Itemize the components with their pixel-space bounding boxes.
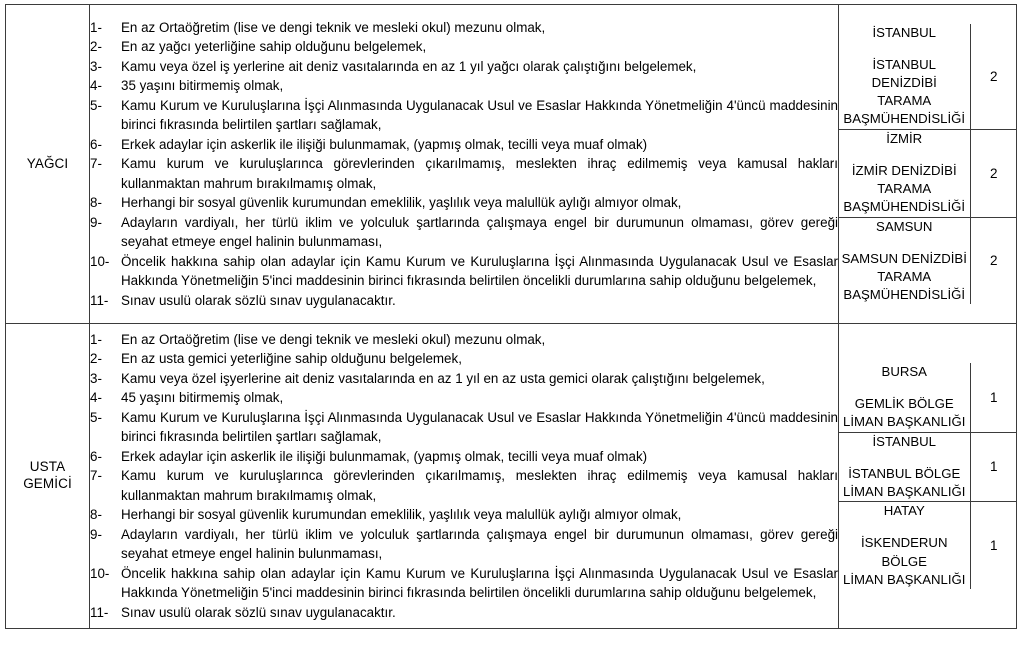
list-item-number: 1- <box>90 331 102 347</box>
placement-city: BURSA <box>881 363 927 379</box>
list-item <box>90 18 838 38</box>
org-line: SAMSUN DENİZDİBİ <box>841 250 967 266</box>
list-item-text: Herhangi bir sosyal güvenlik kurumundan emeklilik, yaşlılık veya malullük aylığı almıyor olmak, <box>121 507 682 523</box>
placement-count: 1 <box>970 502 1017 589</box>
list-item-number: 6- <box>90 136 102 152</box>
org-line: TARAMA <box>877 268 932 284</box>
org-line: İSKENDERUN BÖLGE <box>861 535 948 569</box>
requirements-table <box>5 4 1017 629</box>
list-item-text: Öncelik hakkına sahip olan adaylar için Kamu Kurum ve Kuruluşlarına İşçi Alınmasında Uygulanacak Usul ve Esaslar Hakkında Yönetmeliğin 5'inci maddesinin birinci fıkrasında belirtilen öncelikli durumlarına sahip olduğunu belgelemek, <box>121 253 838 289</box>
placement-organization <box>839 465 970 501</box>
placement-location <box>839 502 970 589</box>
org-line: İZMİR DENİZDİBİ <box>851 162 957 178</box>
list-item-text: Kamu veya özel işyerlerine ait deniz vasıtalarında en az 1 yıl en az usta gemici olarak çalıştığını belgelemek, <box>121 370 765 386</box>
list-item <box>90 154 838 193</box>
list-item-number: 2- <box>90 39 102 55</box>
list-item-number: 3- <box>90 370 102 386</box>
placement-location <box>839 24 970 130</box>
placement-organization <box>839 534 970 589</box>
placement-city: SAMSUN <box>876 218 933 234</box>
placement-row <box>839 363 1017 432</box>
list-item <box>90 388 838 408</box>
list-item-number: 3- <box>90 58 102 74</box>
table-row <box>6 324 1017 629</box>
list-item-number: 9- <box>90 214 102 230</box>
list-item-text: Erkek adaylar için askerlik ile ilişiği bulunmamak, (yapmış olmak, tecilli veya muaf olmak) <box>121 448 648 464</box>
placement-count: 2 <box>970 217 1017 304</box>
placements-table <box>839 24 1017 305</box>
placement-city: HATAY <box>883 503 925 519</box>
org-line: GEMLİK BÖLGE <box>854 396 954 412</box>
list-item-text: 45 yaşını bitirmemiş olmak, <box>121 390 284 406</box>
list-item-number: 1- <box>90 19 102 35</box>
placement-city: İSTANBUL <box>872 24 936 40</box>
org-line: LİMAN BAŞKANLIĞI <box>843 484 966 499</box>
list-item-text: En az yağcı yeterliğine sahip olduğunu belgelemek, <box>121 39 427 55</box>
list-item-text: Sınav usulü olarak sözlü sınav uygulanacaktır. <box>121 292 396 308</box>
placement-organization <box>839 250 970 305</box>
org-line: İSTANBUL BÖLGE <box>848 465 961 481</box>
org-line: BAŞMÜHENDİSLİĞİ <box>843 287 966 303</box>
placement-row <box>839 217 1017 304</box>
placement-location <box>839 129 970 217</box>
org-line: LİMAN BAŞKANLIĞI <box>843 414 966 430</box>
placement-city: İZMİR <box>886 130 923 146</box>
placement-row <box>839 24 1017 130</box>
placement-row <box>839 432 1017 502</box>
placement-organization <box>839 162 970 217</box>
list-item-number: 2- <box>90 351 102 367</box>
list-item <box>90 349 838 369</box>
list-item-text: Adayların vardiyalı, her türlü iklim ve yolculuk şartlarında çalışmaya engel bir durumunun olmaması, görev gereği seyahat etmeye engel halinin bulunmaması, <box>121 526 838 562</box>
list-item-number: 11- <box>90 604 109 620</box>
table-row <box>6 5 1017 324</box>
list-item-text: Kamu Kurum ve Kuruluşlarına İşçi Alınmasında Uygulanacak Usul ve Esaslar Hakkında Yönetmeliğin 4'üncü maddesinin birinci fıkrasında belirtilen şartları sağlamak, <box>121 97 838 133</box>
list-item-text: Erkek adaylar için askerlik ile ilişiği bulunmamak, (yapmış olmak, tecilli veya muaf olmak) <box>121 136 648 152</box>
list-item-number: 10- <box>90 565 110 581</box>
list-item-text: En az usta gemici yeterliğine sahip olduğunu belgelemek, <box>121 351 462 367</box>
list-item <box>90 408 838 447</box>
placements-cell <box>839 5 1017 324</box>
list-item <box>90 603 838 623</box>
list-item-number: 11- <box>90 292 109 308</box>
list-item <box>90 525 838 564</box>
list-item <box>90 193 838 213</box>
list-item-text: Kamu veya özel iş yerlerine ait deniz vasıtalarında en az 1 yıl yağcı olarak çalıştığını belgelemek, <box>121 58 697 74</box>
placement-location <box>839 363 970 432</box>
list-item <box>90 505 838 525</box>
list-item-text: En az Ortaöğretim (lise ve dengi teknik ve mesleki okul) mezunu olmak, <box>121 331 546 347</box>
list-item <box>90 213 838 252</box>
org-line: LİMAN BAŞKANLIĞI <box>843 571 966 587</box>
placement-city: İSTANBUL <box>872 433 936 449</box>
list-item-number: 7- <box>90 156 102 172</box>
placement-count: 2 <box>970 24 1017 130</box>
list-item-number: 10- <box>90 253 110 269</box>
list-item-number: 5- <box>90 97 102 113</box>
list-item <box>90 447 838 467</box>
requirements-list <box>90 18 838 311</box>
requirements-list <box>90 330 838 623</box>
job-title-cell: USTA GEMİCİ <box>6 324 90 629</box>
list-item-text: Kamu kurum ve kuruluşlarınca görevlerinden çıkarılmamış, meslekten ihraç edilmemiş veya kamusal hakları kullanmaktan mahrum bırakılmamış olmak, <box>121 468 838 503</box>
table-body <box>6 5 1017 629</box>
list-item-number: 7- <box>90 468 102 484</box>
list-item-number: 6- <box>90 448 102 464</box>
list-item-text: Öncelik hakkına sahip olan adaylar için Kamu Kurum ve Kuruluşlarına İşçi Alınmasında Uygulanacak Usul ve Esaslar Hakkında Yönetmeliğin 5'inci maddesinin birinci fıkrasında belirtilen öncelikli durumlarına sahip olduğunu belgelemek, <box>121 565 838 601</box>
list-item-text: Herhangi bir sosyal güvenlik kurumundan emeklilik, yaşlılık veya malullük aylığı almıyor olmak, <box>121 195 682 211</box>
placement-count: 1 <box>970 363 1017 432</box>
list-item <box>90 330 838 350</box>
org-line: BAŞMÜHENDİSLİĞİ <box>843 111 966 127</box>
job-title-cell: YAĞCI <box>6 5 90 324</box>
list-item-text: En az Ortaöğretim (lise ve dengi teknik ve mesleki okul) mezunu olmak, <box>121 19 546 35</box>
requirements-cell <box>90 5 839 324</box>
list-item-text: Adayların vardiyalı, her türlü iklim ve yolculuk şartlarında çalışmaya engel bir durumunun olmaması, görev gereği seyahat etmeye engel halinin bulunmaması, <box>121 214 838 250</box>
list-item-text: 35 yaşını bitirmemiş olmak, <box>121 78 284 94</box>
list-item <box>90 466 838 505</box>
list-item <box>90 57 838 77</box>
placement-count: 1 <box>970 432 1017 502</box>
list-item-number: 9- <box>90 526 102 542</box>
placement-location <box>839 217 970 304</box>
org-line: BAŞMÜHENDİSLİĞİ <box>843 199 966 215</box>
list-item <box>90 252 838 291</box>
placement-location <box>839 432 970 502</box>
list-item <box>90 564 838 603</box>
placement-row <box>839 502 1017 589</box>
placement-row <box>839 129 1017 217</box>
placements-table <box>839 363 1017 589</box>
list-item-number: 4- <box>90 78 102 94</box>
placements-cell <box>839 324 1017 629</box>
list-item <box>90 37 838 57</box>
list-item <box>90 369 838 389</box>
list-item <box>90 96 838 135</box>
list-item <box>90 291 838 311</box>
list-item <box>90 76 838 96</box>
list-item <box>90 135 838 155</box>
list-item-text: Sınav usulü olarak sözlü sınav uygulanacaktır. <box>121 604 396 620</box>
requirements-cell <box>90 324 839 629</box>
list-item-number: 8- <box>90 507 102 523</box>
placement-organization <box>839 56 970 129</box>
placement-count: 2 <box>970 129 1017 217</box>
org-line: TARAMA <box>877 181 932 197</box>
org-line: İSTANBUL DENİZDİBİ <box>871 56 937 91</box>
list-item-number: 4- <box>90 390 102 406</box>
placement-organization <box>839 395 970 431</box>
list-item-number: 5- <box>90 409 102 425</box>
list-item-number: 8- <box>90 195 102 211</box>
list-item-text: Kamu kurum ve kuruluşlarınca görevlerinden çıkarılmamış, meslekten ihraç edilmemiş veya kamusal hakları kullanmaktan mahrum bırakılmamış olmak, <box>121 156 838 191</box>
list-item-text: Kamu Kurum ve Kuruluşlarına İşçi Alınmasında Uygulanacak Usul ve Esaslar Hakkında Yönetmeliğin 4'üncü maddesinin birinci fıkrasında belirtilen şartları sağlamak, <box>121 409 838 445</box>
org-line: TARAMA <box>877 93 932 109</box>
